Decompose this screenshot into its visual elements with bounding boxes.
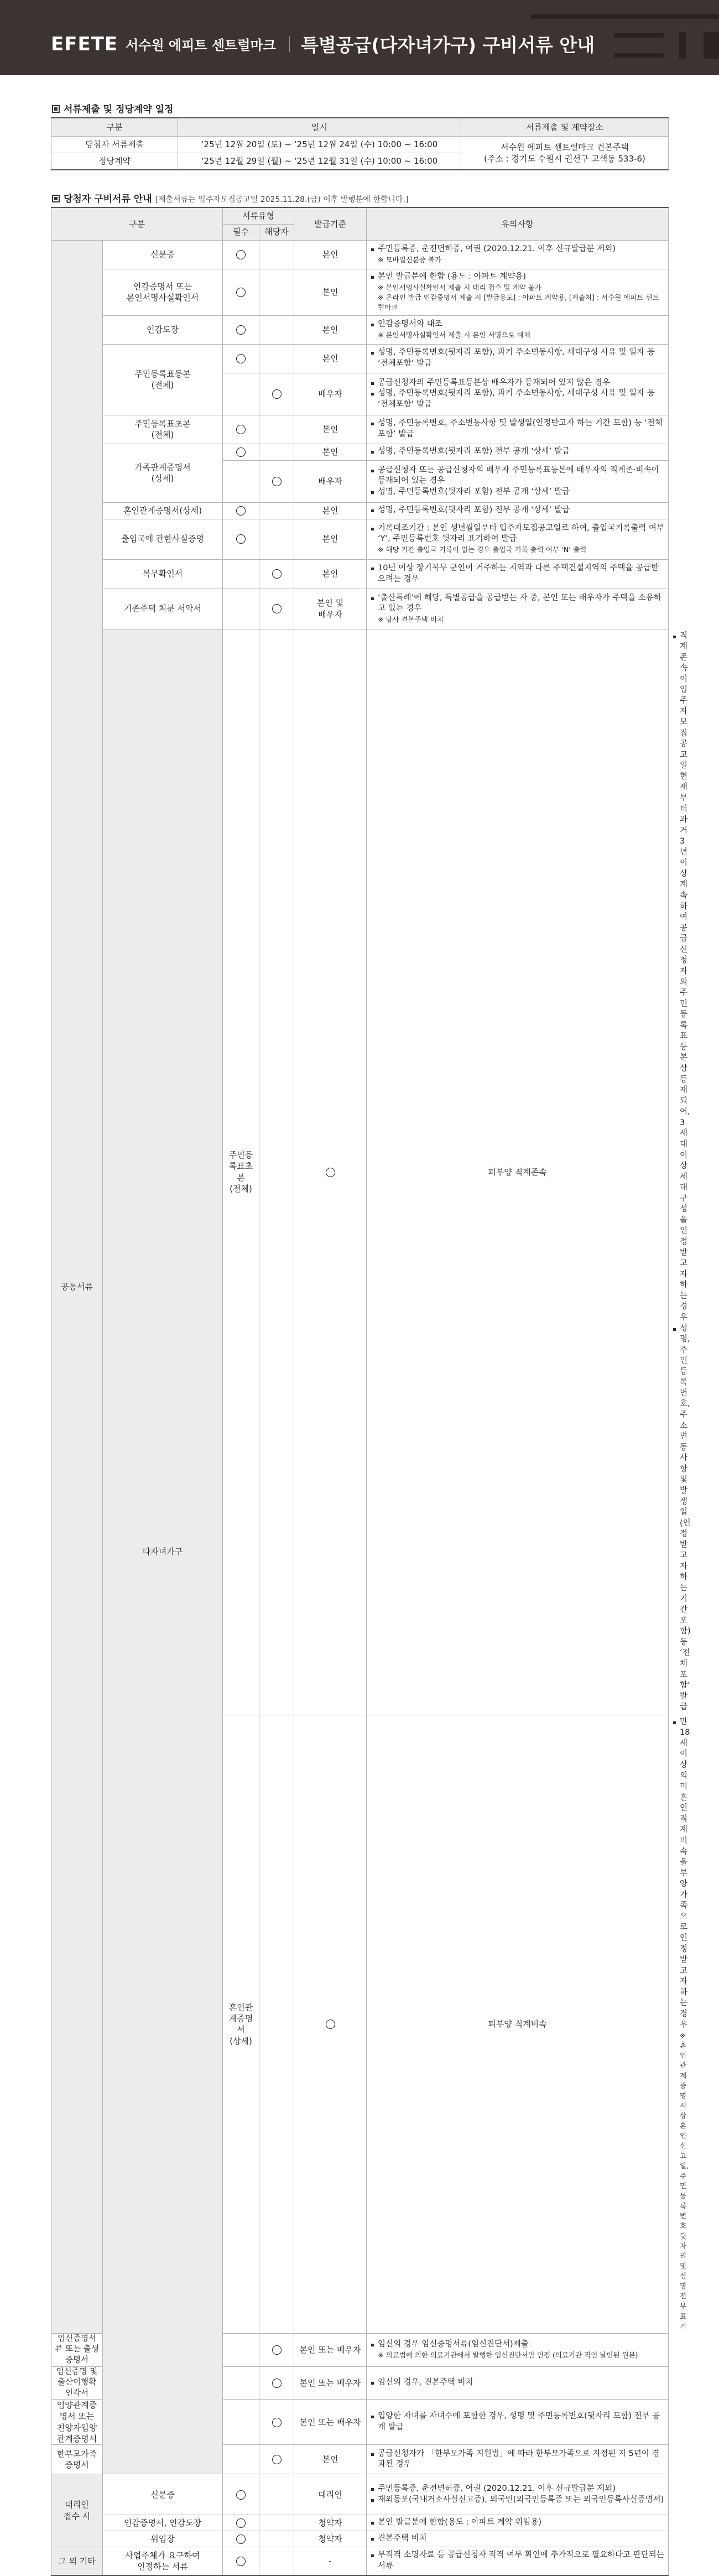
document-name: 인감증명서 또는 본인서명사실확인서 (103, 269, 223, 315)
required-mark (223, 2474, 259, 2515)
document-notes: 성명, 주민등록번호(뒷자리 포함) 전부 공개 ‘상세’ 발급 (367, 444, 669, 460)
issuance-basis: 청약자 (294, 2515, 367, 2531)
schedule-label: 정당계약 (51, 153, 178, 170)
schedule-header-datetime: 일시 (178, 118, 461, 137)
applicable-mark (259, 2474, 294, 2515)
document-notes: 인감증명서와 대조 ※ 본인서명사실확인서 제출 시 본인 서명으로 대체 (367, 315, 669, 344)
document-name: 인감도장 (103, 315, 223, 344)
applicable-mark (259, 2333, 294, 2366)
circle-icon (272, 2345, 282, 2355)
documents-table (51, 207, 691, 2576)
required-mark (223, 315, 259, 344)
schedule-place: 서수원 에피트 센트럴마크 견본주택 (주소 : 경기도 수원시 권선구 고색동 533-6) (461, 137, 669, 170)
circle-icon (236, 425, 246, 434)
document-name: 출입국에 관한사실증명 (103, 519, 223, 559)
circle-icon (272, 569, 282, 579)
square-bullet-icon (52, 195, 60, 202)
document-name: 인감증명서, 인감도장 (103, 2515, 223, 2531)
header-issuance: 발급기준 (294, 207, 367, 240)
applicable-mark (259, 269, 294, 315)
table-row (51, 344, 669, 373)
document-name: 주민등록표초본 (전체) (103, 415, 223, 444)
header-decoration (679, 32, 686, 59)
table-row (51, 269, 669, 315)
issuance-basis: 본인 및 배우자 (294, 589, 367, 629)
document-notes: 임신의 경우 임신증명서류(임신진단서)제출 ※ 의료법에 의한 의료기관에서 발행한 임신진단서만 인정 (의료기관 직인 날인된 원본) (367, 2333, 669, 2366)
table-row (51, 589, 669, 629)
document-name: 신분증 (103, 240, 223, 269)
table-row (51, 559, 669, 589)
applicable-mark (259, 502, 294, 519)
circle-icon (272, 2455, 282, 2464)
document-name: 한부모가족증명서 (51, 2445, 103, 2474)
header-category: 구분 (51, 207, 223, 240)
header-applicable: 해당자 (259, 224, 294, 240)
page-header (0, 0, 719, 75)
applicable-mark (259, 415, 294, 444)
schedule-table (51, 117, 669, 170)
applicable-mark (259, 2366, 294, 2400)
required-mark (223, 2400, 259, 2445)
issuance-basis: 본인 또는 배우자 (294, 2333, 367, 2366)
issuance-basis: 청약자 (294, 2531, 367, 2547)
table-row: 혼인관계증명서 (상세) 피부양 직계비속 만 18세 이상의 미혼인 직계비속을 부양가족으로 인정받고자 하는 경우 ※ 혼인관계증명서 상 혼인신고일, 주민등록번호 뒷자리 및 성명 전부 표기 (51, 1715, 669, 2333)
circle-icon (272, 2418, 282, 2427)
document-notes: 성명, 주민등록번호(뒷자리 포함), 과거 주소변동사항, 세대구성 사유 및 일자 등 ‘전체포함’ 발급 (367, 344, 669, 373)
document-name: 기존주택 처분 서약서 (103, 589, 223, 629)
issuance-basis: 본인 (294, 519, 367, 559)
applicable-mark (294, 1715, 367, 2333)
applicable-mark (259, 2400, 294, 2445)
required-mark (223, 2515, 259, 2531)
header-decoration (614, 53, 664, 58)
required-mark (223, 2531, 259, 2547)
issuance-basis: 대리인 (294, 2474, 367, 2515)
document-notes: 입양한 자녀를 자녀수에 포함한 경우, 성명 및 주민등록번호(뒷자리 포함) 전부 공개 발급 (367, 2400, 669, 2445)
document-notes: 견본주택 비치 (367, 2531, 669, 2547)
header-divider (289, 37, 290, 52)
required-mark (223, 460, 259, 502)
required-mark (223, 2333, 259, 2366)
document-name: 입양관계증명서 또는 친양자입양관계증명서 (51, 2400, 103, 2445)
applicable-mark (259, 444, 294, 460)
required-mark (223, 519, 259, 559)
table-row: 다자녀가구 주민등록표초본 (전체) 피부양 직계존속 직계존속이 입주자모집공고일 현재부터 과거 3년 이상 계속하여 공급신청자의 주민등록표등본 상 등재되어, 3세대 이상 세대구성을인정 받고자 하는 경우 성명, 주민등록번호, 주소변동사항 및 발생일(인정받고자 하는 기간 포함) 등 ‘전체포함’ 발급 (51, 629, 669, 1715)
applicable-mark (259, 315, 294, 344)
required-mark (223, 589, 259, 629)
issuance-basis: 피부양 직계존속 (367, 629, 669, 1715)
document-name: 사업주체가 요구하여 인정하는 서류 (103, 2547, 223, 2575)
required-mark (223, 344, 259, 373)
required-mark (223, 502, 259, 519)
applicable-mark (259, 460, 294, 502)
circle-icon (236, 534, 246, 544)
issuance-basis: 본인 (294, 315, 367, 344)
header-decoration (614, 33, 664, 38)
circle-icon (236, 2535, 246, 2544)
document-name: 임신증명서류 또는 출생증명서 (51, 2333, 103, 2366)
schedule-header-category: 구분 (51, 118, 178, 137)
required-mark (223, 2547, 259, 2575)
circle-icon (236, 447, 246, 457)
required-mark (259, 629, 294, 1715)
circle-icon (236, 325, 246, 335)
issuance-basis: - (294, 2547, 367, 2575)
required-mark (259, 1715, 294, 2333)
document-notes: 10년 이상 장기복무 군인이 거주하는 지역과 다른 주택건설지역의 주택을 공급받으려는 경우 (367, 559, 669, 589)
header-doc-type: 서류유형 (223, 207, 294, 224)
issuance-basis: 본인 (294, 2445, 367, 2474)
schedule-label: 당첨자 서류제출 (51, 137, 178, 153)
applicable-mark (259, 559, 294, 589)
required-mark (223, 373, 259, 415)
document-name: 신분증 (103, 2474, 223, 2515)
document-notes: 주민등록증, 운전면허증, 여권 (2020.12.21. 이후 신규발급분 제외) ※ 모바일신분증 불가 (367, 240, 669, 269)
applicable-mark (259, 373, 294, 415)
required-mark (223, 559, 259, 589)
applicable-mark (259, 344, 294, 373)
document-notes: 성명, 주민등록번호, 주소변동사항 및 발생일(인정받고자 하는 기간 포함) 등 ‘전체포함’ 발급 (367, 415, 669, 444)
document-notes: ‘출산특례’에 해당, 특별공급을 공급받는 자 중, 본인 또는 배우자가 주택을 소유하고 있는 경우 ※ 당사 견본주택 비치 (367, 589, 669, 629)
document-notes: 성명, 주민등록번호(뒷자리 포함) 전부 공개 ‘상세’ 발급 (367, 502, 669, 519)
document-name: 주민등록표등본 (전체) (103, 344, 223, 415)
schedule-header-place: 서류제출 및 계약장소 (461, 118, 669, 137)
applicable-mark (259, 240, 294, 269)
documents-section-title: 당첨자 구비서류 안내 [제출서류는 입주자모집공고일 2025.11.28.(금) 이후 발행분에 한합니다.] (52, 191, 408, 205)
table-row (51, 240, 669, 269)
applicable-mark (259, 2515, 294, 2531)
circle-icon (236, 354, 246, 363)
category-multi-child: 다자녀가구 (103, 629, 223, 2474)
circle-icon (272, 477, 282, 486)
page-title: 특별공급(다자녀가구) 구비서류 안내 (300, 34, 595, 56)
circle-icon (236, 2518, 246, 2528)
header-required: 필수 (223, 224, 259, 240)
document-name: 위임장 (103, 2531, 223, 2547)
schedule-section-title: 서류제출 및 정당계약 일정 (52, 101, 173, 115)
table-row (51, 2531, 669, 2547)
issuance-basis: 본인 (294, 444, 367, 460)
document-notes: 본인 발급분에 한함(용도 : 아파트 계약 위임용) (367, 2515, 669, 2531)
required-mark (223, 269, 259, 315)
issuance-basis: 본인 (294, 344, 367, 373)
required-mark (223, 2445, 259, 2474)
header-decoration (531, 14, 719, 19)
square-bullet-icon (52, 105, 60, 113)
schedule-datetime: ‘25년 12월 20일 (토) ~ ‘25년 12월 24일 (수) 10:00 ~ 16:00 (178, 137, 461, 153)
document-notes: 임신의 경우, 견본주택 비치 (367, 2366, 669, 2400)
document-name: 임신증명 및 출산이행확인각서 (51, 2366, 103, 2400)
applicable-mark (259, 2531, 294, 2547)
document-notes: 기록대조기간 : 본인 생년월일부터 입주자모집공고일로 하여, 출입국기록출력 여부 ‘Y’, 주민등록번호 뒷자리 표기하여 발급 ※ 해당 기간 출입국 기록이 없는 경우 출입국 기록 출력 여부 ‘N’ 출력 (367, 519, 669, 559)
document-name: 가족관계증명서 (상세) (103, 444, 223, 502)
document-name: 혼인관계증명서(상세) (103, 502, 223, 519)
circle-icon (236, 250, 246, 259)
circle-icon (272, 2379, 282, 2388)
header-title-bar (51, 31, 595, 57)
category-agent: 대리인 접수 시 (51, 2474, 103, 2547)
category-common: 공통서류 (51, 240, 103, 2333)
document-name: 혼인관계증명서 (상세) (223, 1715, 259, 2333)
table-row (51, 137, 669, 153)
document-notes: 주민등록증, 운전면허증, 여권 (2020.12.21. 이후 신규발급분 제외) 재외동포(국내거소사실신고증), 외국인(외국인등록증 또는 외국인등록사실증명서) (367, 2474, 669, 2515)
issuance-basis: 본인 (294, 269, 367, 315)
table-row (51, 315, 669, 344)
issuance-basis: 본인 (294, 240, 367, 269)
brand-logo: EFETE (51, 33, 118, 55)
issuance-basis: 배우자 (294, 460, 367, 502)
header-decoration (704, 32, 719, 59)
applicable-mark (259, 2547, 294, 2575)
issuance-basis: 피부양 직계비속 (367, 1715, 669, 2333)
circle-icon (236, 2557, 246, 2566)
circle-icon (272, 389, 282, 399)
circle-icon (326, 1168, 335, 1177)
header-notes: 유의사항 (367, 207, 669, 240)
issuance-basis: 본인 (294, 415, 367, 444)
document-notes: 공급신청자의 주민등록표등본상 배우자가 등재되어 있지 않은 경우 성명, 주민등록번호(뒷자리 포함), 과거 주소변동사항, 세대구성 사유 및 일자 등 ‘전체포함’ 발급 (367, 373, 669, 415)
document-notes: 공급신청자 또는 공급신청자의 배우자 주민등록표등본에 배우자의 직계존·비속이 등재되어 있는 경우 성명, 주민등록번호(뒷자리 포함) 전부 공개 ‘상세’ 발급 (367, 460, 669, 502)
document-name: 주민등록표초본 (전체) (223, 629, 259, 1715)
required-mark (223, 240, 259, 269)
circle-icon (326, 2020, 335, 2029)
document-notes: 공급신청자가 「한부모가족 지원법」에 따라 한부모가족으로 지정된 지 5년이 경과된 경우 (367, 2445, 669, 2474)
table-row (51, 519, 669, 559)
table-row (51, 502, 669, 519)
required-mark (223, 415, 259, 444)
document-name: 복무확인서 (103, 559, 223, 589)
table-row (51, 444, 669, 460)
issuance-basis: 본인 또는 배우자 (294, 2366, 367, 2400)
schedule-datetime: ‘25년 12월 29일 (월) ~ ‘25년 12월 31일 (수) 10:00 ~ 16:00 (178, 153, 461, 170)
circle-icon (236, 288, 246, 297)
required-mark (223, 444, 259, 460)
applicable-mark (259, 519, 294, 559)
documents-section-note: [제출서류는 입주자모집공고일 2025.11.28.(금) 이후 발행분에 한합니다.] (155, 195, 409, 204)
issuance-basis: 본인 (294, 502, 367, 519)
circle-icon (272, 604, 282, 613)
applicable-mark (259, 2445, 294, 2474)
table-row (51, 415, 669, 444)
required-mark (223, 2366, 259, 2400)
circle-icon (236, 2490, 246, 2500)
category-other: 그 외 기타 (51, 2547, 103, 2575)
issuance-basis: 본인 (294, 559, 367, 589)
table-row (51, 2474, 669, 2515)
issuance-basis: 배우자 (294, 373, 367, 415)
document-notes: 부적격 소명자료 등 공급신청자 적격 여부 확인에 추가적으로 필요하다고 판단되는 서류 (367, 2547, 669, 2575)
circle-icon (236, 506, 246, 516)
document-notes: 본인 발급분에 한함 (용도 : 아파트 계약용) ※ 본인서명사실확인서 제출 시 대리 접수 및 계약 불가 ※ 온라인 발급 인감증명서 제출 시 [발급용도] : 아파트 계약용, [제출처] : 서수원 에피트 센트럴마크 (367, 269, 669, 315)
applicable-mark (294, 629, 367, 1715)
complex-name: 서수원 에피트 센트럴마크 (126, 38, 276, 53)
applicable-mark (259, 589, 294, 629)
table-row (51, 2515, 669, 2531)
table-row (51, 2547, 669, 2575)
issuance-basis: 본인 또는 배우자 (294, 2400, 367, 2445)
